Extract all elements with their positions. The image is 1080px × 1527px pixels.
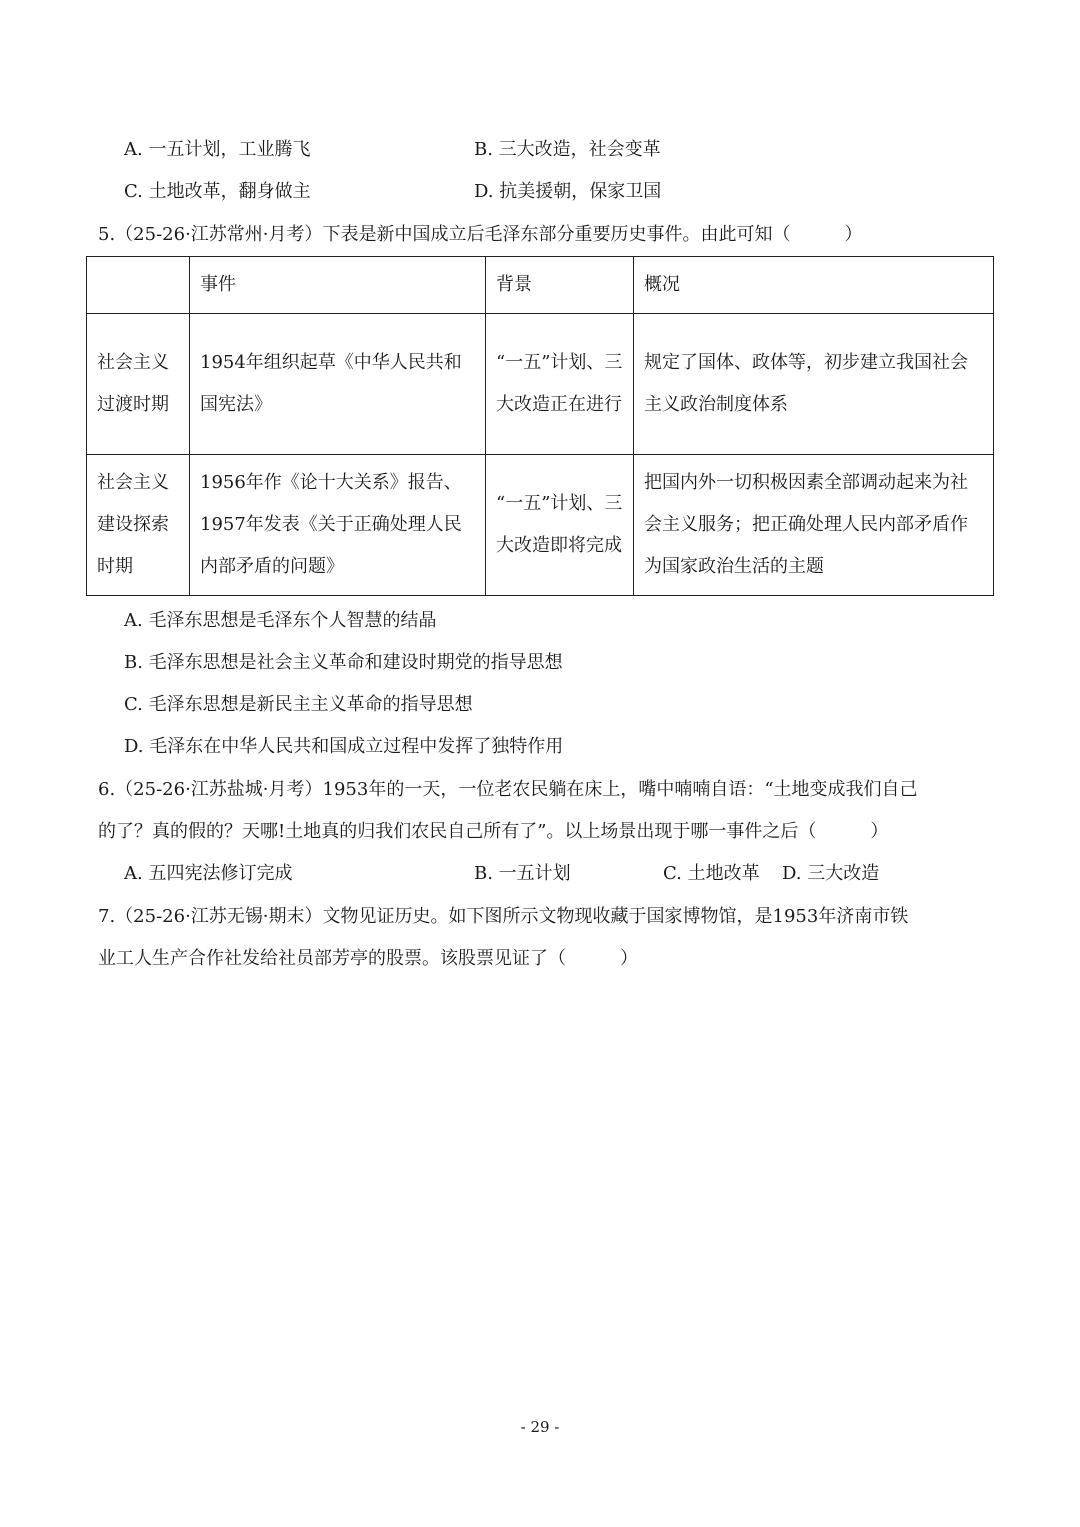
q6-option-b: B. 一五计划 (474, 863, 571, 884)
table-cell-overview: 规定了国体、政体等，初步建立我国社会主义政治制度体系 (634, 314, 994, 455)
q6-option-d: D. 三大改造 (782, 863, 880, 884)
table-cell-period: 社会主义建设探索时期 (87, 455, 190, 596)
q6-stem-line1: 6.（25-26·江苏盐城·月考）1953年的一天，一位老农民躺在床上，嘴中喃喃自语：“土地变成我们自己 (98, 779, 918, 800)
q4-option-d: D. 抗美援朝，保家卫国 (474, 181, 662, 202)
q7-stem-line2: 业工人生产合作社发给社员部芳亭的股票。该股票见证了（ ） (98, 948, 638, 969)
table-row (87, 314, 994, 455)
table-row (87, 455, 994, 596)
q4-option-c: C. 土地改革，翻身做主 (124, 181, 311, 202)
table-header-empty (87, 257, 190, 314)
events-table (86, 256, 994, 596)
table-cell-period: 社会主义过渡时期 (87, 314, 190, 455)
table-cell-overview: 把国内外一切积极因素全部调动起来为社会主义服务；把正确处理人民内部矛盾作为国家政治生活的主题 (634, 455, 994, 596)
table-header-background: 背景 (486, 257, 634, 314)
q5-option-b: B. 毛泽东思想是社会主义革命和建设时期党的指导思想 (124, 652, 563, 673)
table-cell-background: “一五”计划、三大改造即将完成 (486, 455, 634, 596)
q6-option-a: A. 五四宪法修订完成 (124, 863, 293, 884)
q6-stem-line2: 的了？真的假的？天哪!土地真的归我们农民自己所有了”。以上场景出现于哪一事件之后（ ） (98, 821, 889, 842)
q5-stem: 5.（25-26·江苏常州·月考）下表是新中国成立后毛泽东部分重要历史事件。由此可知（ ） (98, 224, 863, 245)
q5-option-c: C. 毛泽东思想是新民主主义革命的指导思想 (124, 694, 473, 715)
table-header-overview: 概况 (634, 257, 994, 314)
table-cell-event: 1956年作《论十大关系》报告、1957年发表《关于正确处理人民内部矛盾的问题》 (190, 455, 486, 596)
q6-option-c: C. 土地改革 (663, 863, 760, 884)
page-number: - 29 - (520, 1418, 560, 1436)
q5-option-a: A. 毛泽东思想是毛泽东个人智慧的结晶 (124, 610, 437, 631)
q7-stem-line1: 7.（25-26·江苏无锡·期末）文物见证历史。如下图所示文物现收藏于国家博物馆，是1953年济南市铁 (98, 906, 909, 927)
q4-option-b: B. 三大改造，社会变革 (474, 139, 661, 160)
q5-option-d: D. 毛泽东在中华人民共和国成立过程中发挥了独特作用 (124, 736, 564, 757)
table-cell-background: “一五”计划、三大改造正在进行 (486, 314, 634, 455)
table-header-event: 事件 (190, 257, 486, 314)
q4-option-a: A. 一五计划，工业腾飞 (124, 139, 311, 160)
table-header-row (87, 257, 994, 314)
table-cell-event: 1954年组织起草《中华人民共和国宪法》 (190, 314, 486, 455)
